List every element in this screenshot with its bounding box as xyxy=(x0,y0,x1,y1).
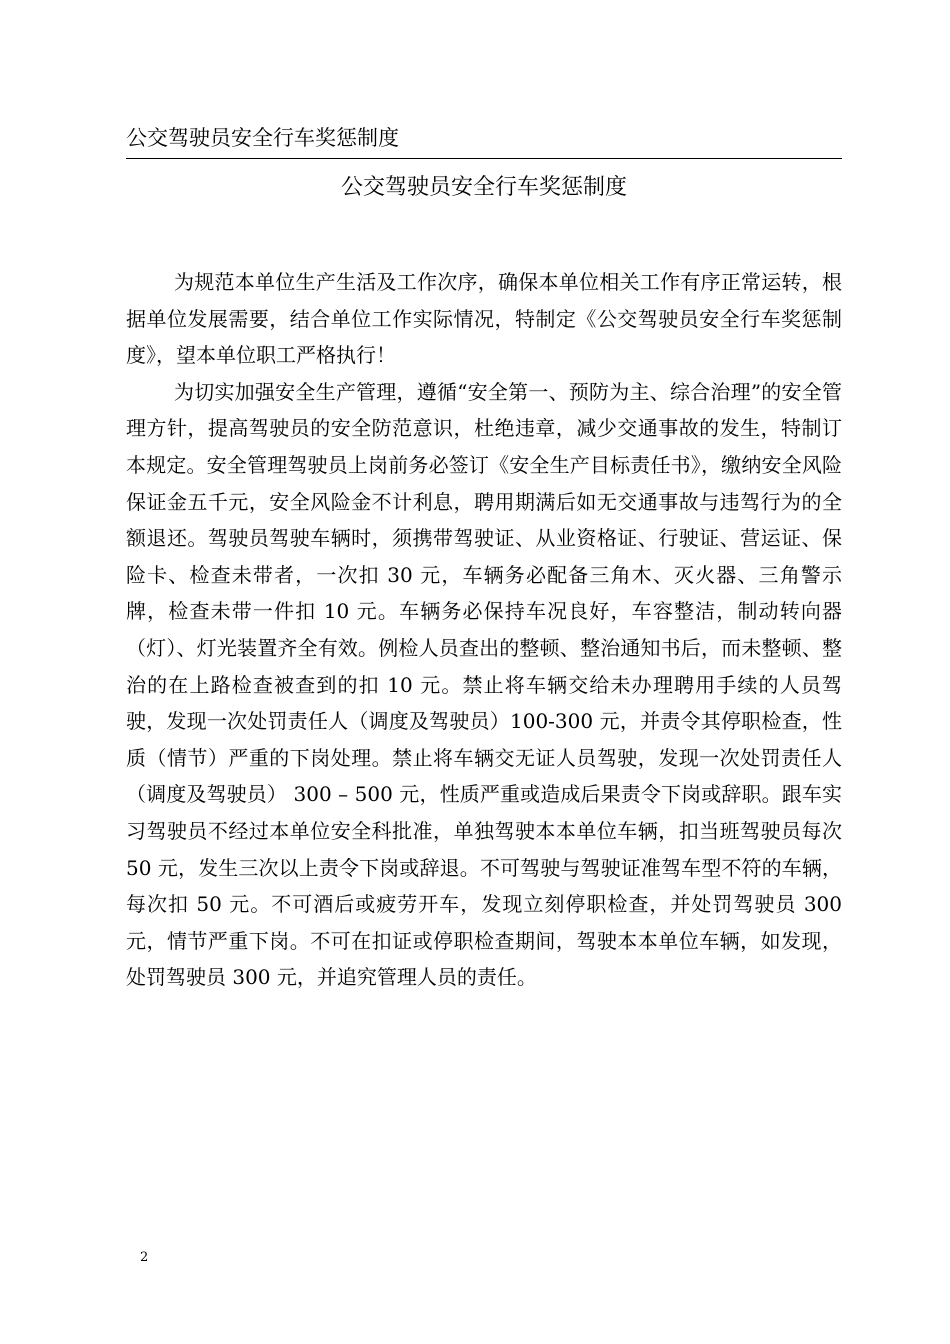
page-header xyxy=(126,120,842,159)
rules-paragraph: 为切实加强安全生产管理，遵循“安全第一、预防为主、综合治理”的安全管理方针，提高驾驶员的安全防范意识，杜绝违章，减少交通事故的发生，特制订本规定。安全管理驾驶员上岗前务必签订《安全生产目标责任书》，缴纳安全风险保证金五千元，安全风险金不计利息，聘用期满后如无交通事故与违驾行为的全额退还。驾驶员驾驶车辆时，须携带驾驶证、从业资格证、行驶证、营运证、保险卡、检查未带者，一次扣 30 元，车辆务必配备三角木、灭火器、三角警示牌，检查未带一件扣 10 元。车辆务必保持车况良好，车容整洁，制动转向器（灯）、灯光装置齐全有效。例检人员查出的整顿、整治通知书后，而未整顿、整治的在上路检查被查到的扣 10 元。禁止将车辆交给未办理聘用手续的人员驾驶，发现一次处罚责任人（调度及驾驶员）100-300 元，并责令其停职检查，性质（情节）严重的下岗处理。禁止将车辆交无证人员驾驶，发现一次处罚责任人（调度及驾驶员） 300 – 500 元，性质严重或造成后果责令下岗或辞职。跟车实习驾驶员不经过本单位安全科批准，单独驾驶本本单位车辆，扣当班驾驶员每次 50 元，发生三次以上责令下岗或辞退。不可驾驶与驾驶证准驾车型不符的车辆，每次扣 50 元。不可酒后或疲劳开车，发现立刻停职检查，并处罚驾驶员 300 元，情节严重下岗。不可在扣证或停职检查期间，驾驶本本单位车辆，如发现，处罚驾驶员 300 元，并追究管理人员的责任。 xyxy=(126,379,842,990)
intro-paragraph: 为规范本单位生产生活及工作次序，确保本单位相关工作有序正常运转，根据单位发展需要，结合单位工作实际情况，特制定《公交驾驶员安全行车奖惩制度》，望本单位职工严格执行！ xyxy=(126,270,842,368)
page-number: 2 xyxy=(140,1250,149,1265)
document-body xyxy=(126,264,842,996)
document-title: 公交驾驶员安全行车奖惩制度 xyxy=(340,175,627,200)
running-title: 公交驾驶员安全行车奖惩制度 xyxy=(126,126,399,150)
